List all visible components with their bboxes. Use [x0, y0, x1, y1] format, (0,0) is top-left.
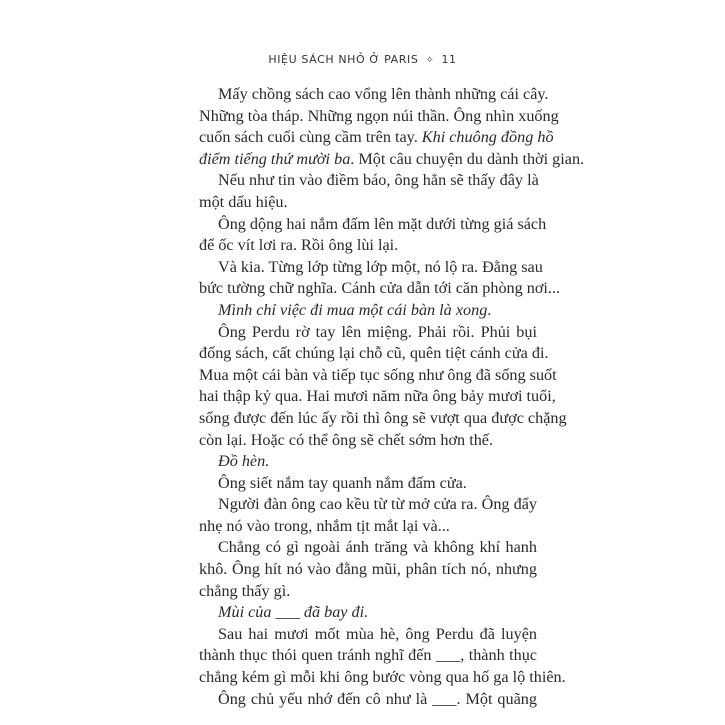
book-title: HIỆU SÁCH NHỎ Ở PARIS	[268, 53, 419, 66]
text-run: Ông Perdu rờ tay lên miệng. Phải rồi. Phủi bụi	[218, 322, 537, 341]
text-run: Những tòa tháp. Những ngọn núi thần. Ông nhìn xuống	[199, 106, 559, 125]
text-line	[199, 322, 537, 344]
text-run: Nếu như tin vào điềm báo, ông hẳn sẽ thấy đây là	[218, 171, 539, 190]
running-header	[0, 53, 725, 66]
paragraph	[199, 170, 537, 213]
text-line	[199, 516, 537, 538]
text-run: nhẹ nó vào trong, nhắm tịt mắt lại và...	[199, 516, 450, 535]
paragraph	[199, 602, 537, 624]
paragraph	[199, 537, 537, 602]
text-line	[199, 537, 537, 559]
text-line	[199, 430, 537, 452]
text-line	[199, 300, 537, 322]
text-line	[199, 689, 537, 711]
paragraph	[199, 689, 537, 711]
text-run: Và kia. Từng lớp từng lớp một, nó lộ ra. Đằng sau	[218, 257, 543, 276]
paragraph	[199, 494, 537, 537]
text-line	[199, 235, 537, 257]
italic-text: Mùi của ___ đã bay đi.	[218, 603, 369, 622]
text-line	[199, 278, 561, 300]
italic-text: Khi chuông đồng hồ	[421, 128, 554, 147]
text-line	[199, 365, 557, 387]
paragraph	[199, 451, 537, 473]
paragraph	[199, 214, 547, 257]
text-line	[199, 214, 547, 236]
paragraph	[199, 84, 585, 170]
text-line	[199, 451, 537, 473]
text-line	[199, 257, 543, 279]
text-line	[199, 624, 537, 646]
text-line	[199, 192, 537, 214]
text-run: còn lại. Hoặc có thể ông sẽ chết sớm hơn thế.	[199, 430, 494, 449]
text-line	[199, 667, 566, 689]
text-line	[199, 343, 549, 365]
text-run: bức tường chữ nghĩa. Cánh cửa dẫn tới căn phòng nơi...	[199, 279, 561, 298]
text-run: cuốn sách cuối cùng cầm trên tay.	[199, 128, 422, 147]
text-line	[199, 106, 559, 128]
text-line	[199, 149, 585, 171]
italic-text: Mình chỉ việc đi mua một cái bàn là xong	[218, 300, 488, 319]
text-line	[199, 473, 537, 495]
text-run: Mua một cái bàn và tiếp tục sống như ông đã sống suốt	[199, 365, 557, 384]
text-line	[199, 645, 537, 667]
text-run: sống được đến lúc ấy rồi thì ông sẽ vượt qua được chặng	[199, 408, 567, 427]
text-line	[199, 84, 549, 106]
text-run: . Một câu chuyện du dành thời gian.	[350, 149, 585, 168]
text-run: Ông siết nắm tay quanh nắm đấm cửa.	[218, 473, 467, 492]
text-run: Chẳng có gì ngoài ánh trăng và không khí hanh	[218, 538, 537, 557]
text-run: chẳng thấy gì.	[199, 581, 291, 600]
paragraph	[199, 322, 567, 452]
italic-text: Đồ hèn.	[218, 452, 270, 471]
text-line	[199, 559, 537, 581]
text-line	[199, 581, 537, 603]
text-run: .	[487, 300, 492, 319]
text-run: hai thập kỷ qua. Hai mươi năm nữa ông bảy mươi tuổi,	[199, 387, 556, 406]
text-line	[199, 170, 537, 192]
text-run: Ông dộng hai nắm đấm lên mặt dưới từng giá sách	[218, 214, 547, 233]
text-line	[199, 602, 537, 624]
text-run: khô. Ông hít nó vào đằng mũi, phân tích nó, nhưng	[199, 560, 537, 579]
text-run: thành thục thói quen tránh nghĩ đến ___, thành thục	[199, 646, 537, 665]
text-run: đống sách, cất chúng lại chỗ cũ, quên tiệt cánh cửa đi.	[199, 344, 549, 363]
paragraph	[199, 624, 566, 689]
text-run: Mấy chồng sách cao vổng lên thành những cái cây.	[218, 85, 549, 103]
page-number: 11	[441, 53, 457, 66]
text-run: một dấu hiệu.	[199, 192, 288, 211]
text-line	[199, 494, 537, 516]
text-line	[199, 127, 554, 149]
text-line	[199, 408, 567, 430]
text-line	[199, 386, 556, 408]
text-run: chẳng kém gì mỗi khi ông bước vòng qua hố ga lộ thiên.	[199, 668, 566, 687]
text-run: Ông chủ yếu nhớ đến cô như là ___. Một quãng	[218, 689, 537, 708]
italic-text: điểm tiếng thứ mười ba	[199, 149, 351, 168]
paragraph	[199, 300, 537, 322]
body-text	[199, 84, 585, 710]
text-run: Người đàn ông cao kều từ từ mở cửa ra. Ông đẩy	[218, 495, 537, 514]
text-run: Sau hai mươi mốt mùa hè, ông Perdu đã luyện	[218, 624, 537, 643]
paragraph	[199, 473, 537, 495]
text-run: để ốc vít lơi ra. Rồi ông lùi lại.	[199, 236, 399, 255]
separator-ornament-icon: ✧	[425, 55, 435, 66]
paragraph	[199, 257, 561, 300]
